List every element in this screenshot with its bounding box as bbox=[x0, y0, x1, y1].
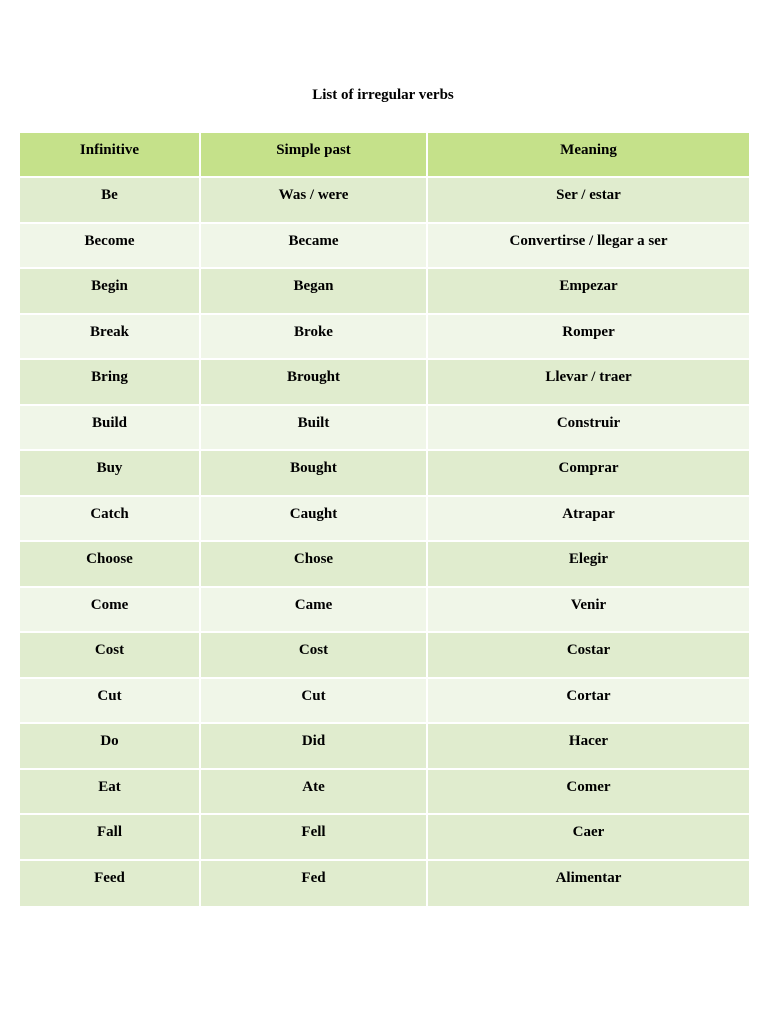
cell-simple-past: Bought bbox=[201, 451, 428, 497]
table-row bbox=[20, 315, 749, 361]
cell-infinitive: Feed bbox=[20, 861, 201, 907]
cell-infinitive: Become bbox=[20, 224, 201, 270]
cell-infinitive: Choose bbox=[20, 542, 201, 588]
cell-simple-past: Became bbox=[201, 224, 428, 270]
cell-meaning: Hacer bbox=[428, 724, 749, 770]
table-row bbox=[20, 588, 749, 634]
cell-meaning: Romper bbox=[428, 315, 749, 361]
cell-simple-past: Fell bbox=[201, 815, 428, 861]
header-meaning: Meaning bbox=[428, 133, 749, 178]
header-simple-past: Simple past bbox=[201, 133, 428, 178]
cell-simple-past: Did bbox=[201, 724, 428, 770]
table-row bbox=[20, 178, 749, 224]
cell-simple-past: Cut bbox=[201, 679, 428, 725]
irregular-verbs-table bbox=[20, 133, 749, 906]
table-row bbox=[20, 770, 749, 816]
cell-infinitive: Catch bbox=[20, 497, 201, 543]
table-row bbox=[20, 815, 749, 861]
table-body bbox=[20, 178, 749, 906]
table-row bbox=[20, 406, 749, 452]
cell-infinitive: Do bbox=[20, 724, 201, 770]
cell-infinitive: Bring bbox=[20, 360, 201, 406]
cell-meaning: Empezar bbox=[428, 269, 749, 315]
cell-simple-past: Fed bbox=[201, 861, 428, 907]
cell-simple-past: Built bbox=[201, 406, 428, 452]
cell-infinitive: Cut bbox=[20, 679, 201, 725]
cell-meaning: Elegir bbox=[428, 542, 749, 588]
table-row bbox=[20, 542, 749, 588]
cell-meaning: Caer bbox=[428, 815, 749, 861]
table-row bbox=[20, 633, 749, 679]
cell-meaning: Comprar bbox=[428, 451, 749, 497]
table-row bbox=[20, 224, 749, 270]
cell-simple-past: Came bbox=[201, 588, 428, 634]
cell-meaning: Costar bbox=[428, 633, 749, 679]
cell-meaning: Comer bbox=[428, 770, 749, 816]
cell-meaning: Llevar / traer bbox=[428, 360, 749, 406]
table-row bbox=[20, 724, 749, 770]
cell-simple-past: Caught bbox=[201, 497, 428, 543]
cell-simple-past: Chose bbox=[201, 542, 428, 588]
page-title bbox=[0, 87, 768, 104]
cell-meaning: Cortar bbox=[428, 679, 749, 725]
cell-meaning: Alimentar bbox=[428, 861, 749, 907]
cell-infinitive: Buy bbox=[20, 451, 201, 497]
table-row bbox=[20, 497, 749, 543]
table-row bbox=[20, 451, 749, 497]
table-row bbox=[20, 679, 749, 725]
cell-meaning: Atrapar bbox=[428, 497, 749, 543]
cell-infinitive: Cost bbox=[20, 633, 201, 679]
table-row bbox=[20, 861, 749, 907]
cell-simple-past: Cost bbox=[201, 633, 428, 679]
cell-simple-past: Broke bbox=[201, 315, 428, 361]
cell-simple-past: Began bbox=[201, 269, 428, 315]
cell-meaning: Convertirse / llegar a ser bbox=[428, 224, 749, 270]
cell-infinitive: Be bbox=[20, 178, 201, 224]
cell-simple-past: Was / were bbox=[201, 178, 428, 224]
cell-simple-past: Brought bbox=[201, 360, 428, 406]
header-infinitive: Infinitive bbox=[20, 133, 201, 178]
cell-simple-past: Ate bbox=[201, 770, 428, 816]
cell-meaning: Ser / estar bbox=[428, 178, 749, 224]
table-header-row bbox=[20, 133, 749, 178]
page-title-text: List of irregular verbs bbox=[312, 87, 454, 103]
cell-infinitive: Fall bbox=[20, 815, 201, 861]
cell-meaning: Venir bbox=[428, 588, 749, 634]
table-row bbox=[20, 269, 749, 315]
cell-infinitive: Eat bbox=[20, 770, 201, 816]
cell-infinitive: Come bbox=[20, 588, 201, 634]
cell-infinitive: Build bbox=[20, 406, 201, 452]
cell-infinitive: Break bbox=[20, 315, 201, 361]
cell-infinitive: Begin bbox=[20, 269, 201, 315]
cell-meaning: Construir bbox=[428, 406, 749, 452]
table-row bbox=[20, 360, 749, 406]
